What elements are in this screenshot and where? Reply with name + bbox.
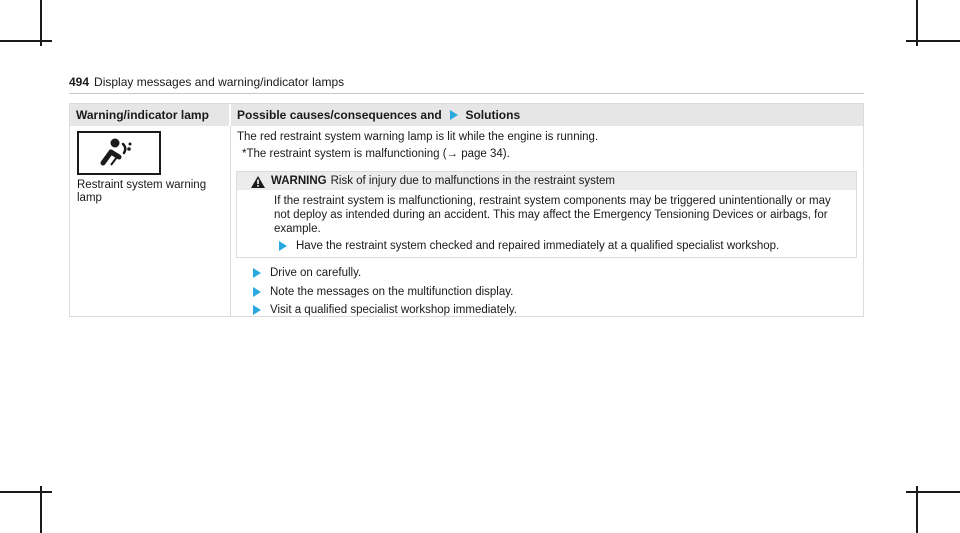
- column-line: [230, 126, 231, 316]
- page-number: 494: [69, 75, 90, 89]
- cause-text: The red restraint system warning lamp is lit while the engine is running.: [237, 131, 599, 143]
- warning-title: [271, 174, 615, 188]
- crop-mark: [0, 40, 52, 42]
- warning-title-text: Risk of injury due to malfunctions in the restraint system: [330, 175, 616, 187]
- action-arrow-icon: [279, 241, 287, 251]
- warning-action: Have the restraint system checked and repaired immediately at a qualified specialist workshop.: [296, 240, 780, 252]
- airbag-passenger-icon: [77, 131, 161, 175]
- crop-mark: [906, 40, 960, 42]
- crop-mark: [40, 486, 42, 533]
- solution-arrow-icon: [253, 305, 261, 315]
- solution-item: Visit a qualified specialist workshop immediately.: [270, 304, 517, 316]
- warning-body: If the restraint system is malfunctioning, restraint system components may be triggered unintentionally or may not deploy as intended during an accident. This may affect the Emergency Tensioning Devices or airbags, for example.: [274, 195, 831, 235]
- warning-label: WARNING: [271, 175, 327, 187]
- solution-arrow-icon: [253, 287, 261, 297]
- page-header: [69, 75, 864, 94]
- col-header-causes: [231, 104, 863, 126]
- crop-mark: [906, 491, 960, 493]
- warning-triangle-icon: [251, 175, 265, 193]
- solution-item: Note the messages on the multifunction display.: [270, 286, 514, 298]
- crop-mark: [916, 486, 918, 533]
- cause-detail-text: *The restraint system is malfunctioning (→ page 34).: [242, 148, 510, 160]
- col-header-lamp: Warning/indicator lamp: [70, 104, 229, 126]
- warning-header: [237, 172, 856, 190]
- lamp-label: Restraint system warning lamp: [77, 179, 207, 204]
- solution-item: Drive on carefully.: [270, 267, 362, 279]
- warning-lamp-table: [69, 103, 864, 317]
- col-header-solutions-text: Solutions: [465, 108, 521, 122]
- solutions-arrow-icon: [450, 110, 458, 120]
- solution-arrow-icon: [253, 268, 261, 278]
- col-header-causes-text: Possible causes/consequences and: [237, 108, 442, 122]
- page-title: Display messages and warning/indicator lamps: [94, 75, 345, 89]
- crop-mark: [0, 491, 52, 493]
- warning-box: [236, 171, 857, 258]
